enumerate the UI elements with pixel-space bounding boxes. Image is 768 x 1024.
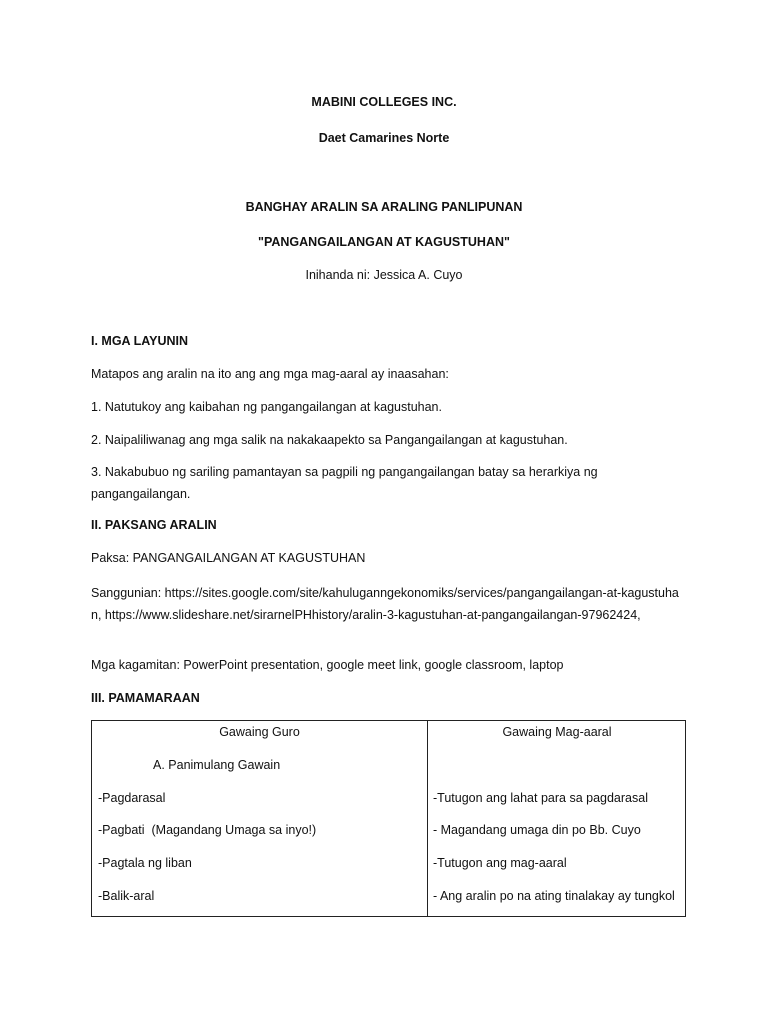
topic-title: "PANGANGAILANGAN AT KAGUSTUHAN"	[258, 235, 510, 249]
table-header-mag-aaral: Gawaing Mag-aaral	[502, 725, 612, 739]
section-2-heading: II. PAKSANG ARALIN	[91, 518, 217, 532]
objective-3: 3. Nakabubuo ng sariling pamantayan sa pagpili ng pangangailangan batay sa herarkiya ng pangangailangan.	[91, 465, 598, 501]
objectives-intro: Matapos ang aralin na ito ang ang mga mag-aaral ay inaasahan:	[91, 367, 449, 381]
references: Sanggunian: https://sites.google.com/site/kahuluganngekonomiks/services/pangangailangan-at-kagustuhan, https://www.slideshare.net/sirarnelPHhistory/aralin-3-kagustuhan-at-pangangailangan-97962424,	[91, 586, 679, 622]
objective-1: 1. Natutukoy ang kaibahan ng pangangailangan at kagustuhan.	[91, 400, 442, 414]
table-row-4-mag-aaral: - Ang aralin po na ating tinalakay ay tungkol	[433, 889, 675, 903]
table-row-1-mag-aaral: -Tutugon ang lahat para sa pagdarasal	[433, 791, 648, 805]
table-header-guro: Gawaing Guro	[219, 725, 300, 739]
table-column-divider	[427, 721, 428, 916]
school-location: Daet Camarines Norte	[318, 131, 450, 145]
table-row-2-mag-aaral: - Magandang umaga din po Bb. Cuyo	[433, 823, 641, 837]
objective-2: 2. Naipaliliwanag ang mga salik na nakakaapekto sa Pangangailangan at kagustuhan.	[91, 433, 568, 447]
school-name: MABINI COLLEGES INC.	[311, 95, 457, 109]
prepared-by: Inihanda ni: Jessica A. Cuyo	[305, 268, 463, 282]
procedure-table	[91, 720, 686, 917]
section-3-heading: III. PAMAMARAAN	[91, 691, 200, 705]
table-row-4-guro: -Balik-aral	[98, 889, 155, 903]
topic-line: Paksa: PANGANGAILANGAN AT KAGUSTUHAN	[91, 551, 366, 565]
section-1-heading: I. MGA LAYUNIN	[91, 334, 188, 348]
table-row-1-guro: -Pagdarasal	[98, 791, 166, 805]
lesson-plan-title: BANGHAY ARALIN SA ARALING PANLIPUNAN	[245, 200, 523, 214]
table-row-2-guro: -Pagbati (Magandang Umaga sa inyo!)	[98, 823, 317, 837]
materials: Mga kagamitan: PowerPoint presentation, google meet link, google classroom, laptop	[91, 658, 564, 672]
table-row-3-guro: -Pagtala ng liban	[98, 856, 192, 870]
table-row-3-mag-aaral: -Tutugon ang mag-aaral	[433, 856, 567, 870]
table-subheading: A. Panimulang Gawain	[153, 758, 281, 772]
